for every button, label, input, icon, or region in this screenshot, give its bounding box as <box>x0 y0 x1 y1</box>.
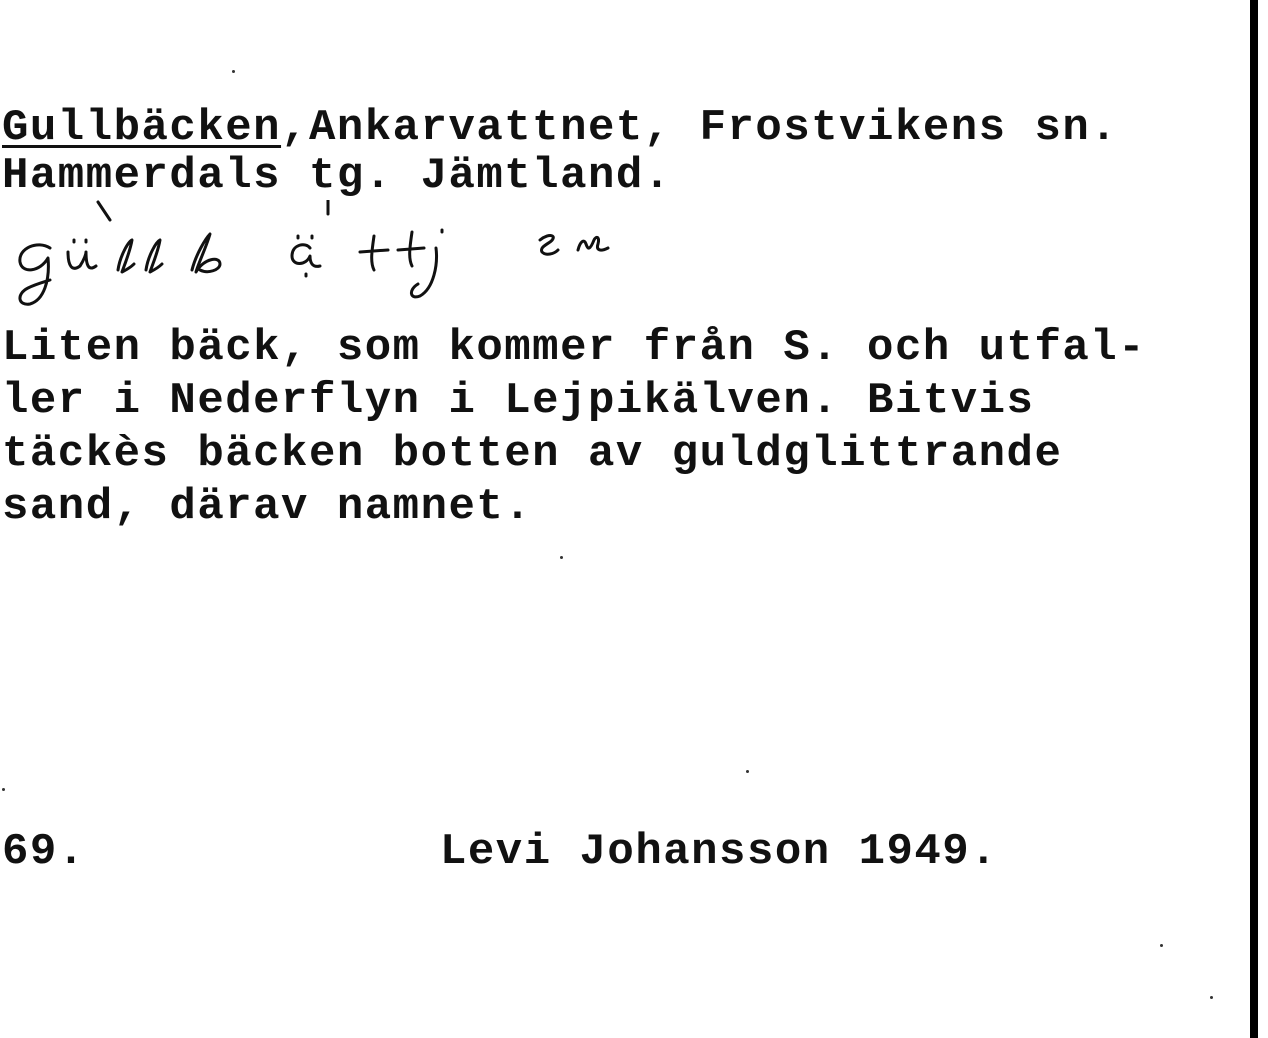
scan-speck <box>746 770 749 773</box>
scan-speck <box>560 556 563 559</box>
card-edge-border <box>1250 0 1258 1038</box>
description-line: sand, därav namnet. <box>2 482 533 532</box>
card-number: 69. <box>2 827 86 877</box>
header-line-2: Hammerdals tg. Jämtland. <box>2 151 672 201</box>
place-name: Gullbäcken <box>2 103 282 153</box>
scan-speck <box>2 788 5 791</box>
author-year: Levi Johansson 1949. <box>440 827 999 877</box>
header-line-1 <box>2 102 1118 155</box>
scan-speck <box>1160 944 1163 947</box>
description-line: Liten bäck, som kommer från S. och utfal- <box>2 323 1147 373</box>
handwritten-pronunciation <box>10 200 650 310</box>
description-line: täckès bäcken botten av guldglittrande <box>2 429 1063 479</box>
description <box>2 322 1146 534</box>
scan-speck <box>232 70 235 73</box>
description-line: ler i Nederflyn i Lejpikälven. Bitvis <box>2 376 1035 426</box>
scan-speck <box>1210 996 1213 999</box>
header-location: ,Ankarvattnet, Frostvikens sn. <box>281 103 1119 153</box>
